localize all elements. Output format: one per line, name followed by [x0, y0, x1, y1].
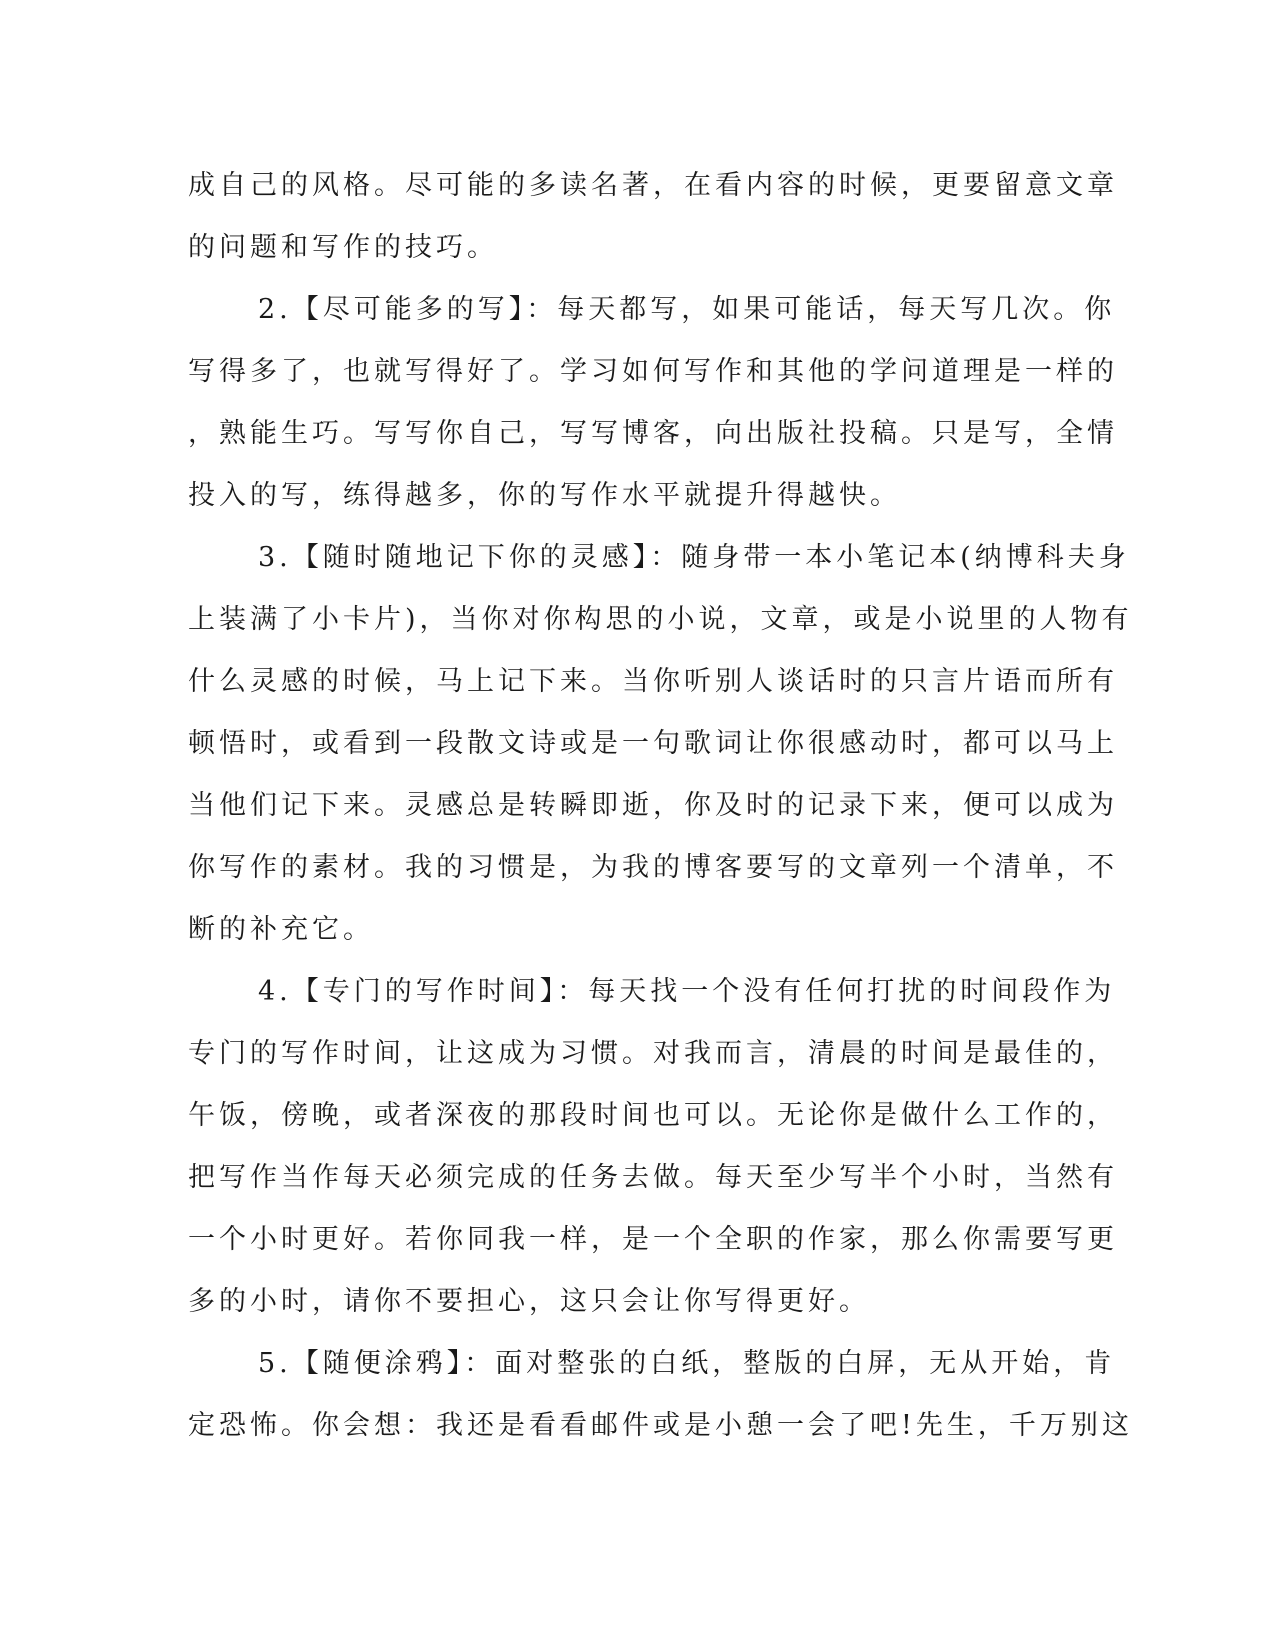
text-line: 上装满了小卡片)，当你对你构思的小说，文章，或是小说里的人物有: [188, 604, 1133, 635]
text-line: 把写作当作每天必须完成的任务去做。每天至少写半个小时，当然有: [188, 1162, 1118, 1193]
text-line: 一个小时更好。若你同我一样，是一个全职的作家，那么你需要写更: [188, 1224, 1118, 1255]
text-line: 什么灵感的时候，马上记下来。当你听别人谈话时的只言片语而所有: [188, 666, 1118, 697]
text-line: 写得多了，也就写得好了。学习如何写作和其他的学问道理是一样的: [188, 356, 1118, 387]
list-item-heading-line: 4.【专门的写作时间】：每天找一个没有任何打扰的时间段作为: [258, 976, 1116, 1007]
text-line: 投入的写，练得越多，你的写作水平就提升得越快。: [188, 480, 901, 511]
text-line: 顿悟时，或看到一段散文诗或是一句歌词让你很感动时，都可以马上: [188, 728, 1118, 759]
text-line: 午饭，傍晚，或者深夜的那段时间也可以。无论你是做什么工作的，: [188, 1100, 1118, 1131]
text-line: 当他们记下来。灵感总是转瞬即逝，你及时的记录下来，便可以成为: [188, 790, 1118, 821]
text-line: 你写作的素材。我的习惯是，为我的博客要写的文章列一个清单，不: [188, 852, 1118, 883]
document-body: [188, 155, 1133, 1457]
text-line: 的问题和写作的技巧。: [188, 232, 498, 263]
text-line: 多的小时，请你不要担心，这只会让你写得更好。: [188, 1286, 870, 1317]
text-line: ，熟能生巧。写写你自己，写写博客，向出版社投稿。只是写，全情: [188, 418, 1118, 449]
list-item-heading-line: 2.【尽可能多的写】：每天都写，如果可能话，每天写几次。你: [258, 294, 1116, 325]
list-item-heading-line: 3.【随时随地记下你的灵感】：随身带一本小笔记本(纳博科夫身: [258, 542, 1130, 573]
text-line: 成自己的风格。尽可能的多读名著，在看内容的时候，更要留意文章: [188, 170, 1118, 201]
text-line: 专门的写作时间，让这成为习惯。对我而言，清晨的时间是最佳的，: [188, 1038, 1118, 1069]
list-item-heading-line: 5.【随便涂鸦】：面对整张的白纸，整版的白屏，无从开始，肯: [258, 1348, 1116, 1379]
text-line: 断的补充它。: [188, 914, 374, 945]
text-line: 定恐怖。你会想：我还是看看邮件或是小憩一会了吧!先生，千万别这: [188, 1410, 1133, 1441]
